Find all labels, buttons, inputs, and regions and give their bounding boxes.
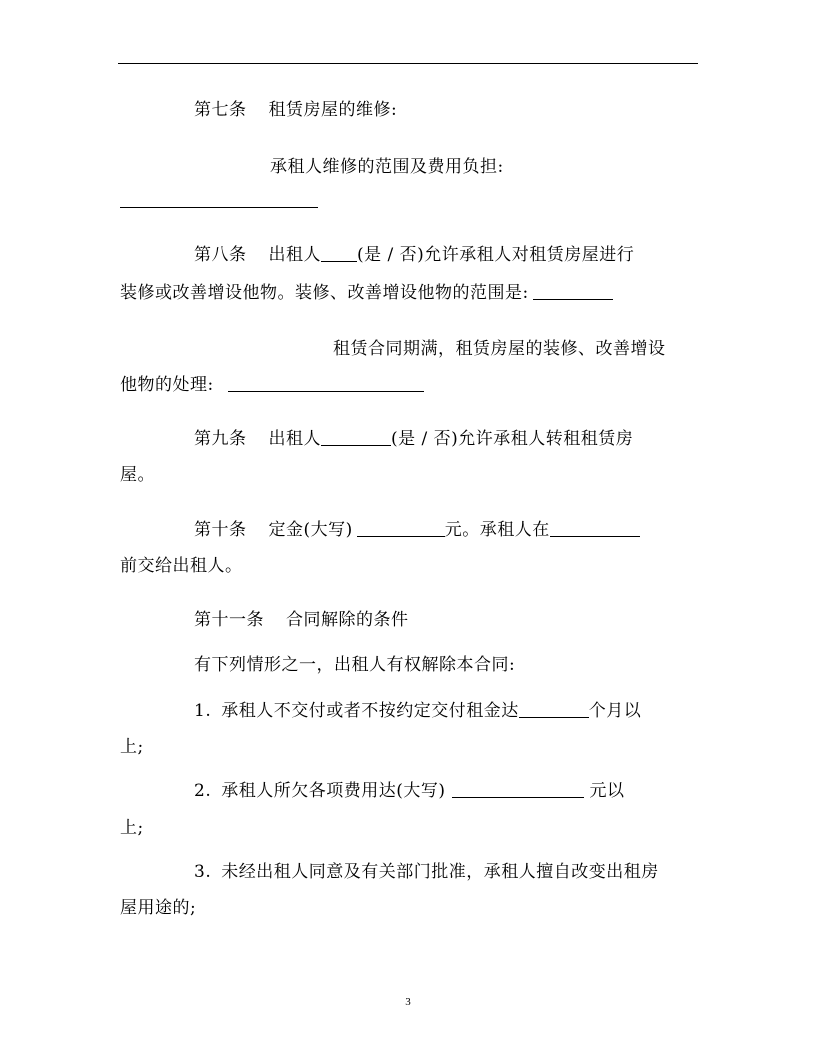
article-11-item-3-line-2: 屋用途的; <box>120 898 197 918</box>
article-9-lessor-label: 出租人 <box>268 429 321 449</box>
article-7-title: 租赁房屋的维修: <box>268 100 398 120</box>
fill-in-blank-rent-months <box>519 700 589 718</box>
article-11-title: 合同解除的条件 <box>286 610 409 630</box>
fill-in-blank-deposit-amount <box>357 519 445 537</box>
article-10-heading: 第十条 <box>194 520 247 540</box>
item-3-text-a: 未经出租人同意及有关部门批准，承租人擅自改变出租房 <box>221 862 659 882</box>
article-11-item-1-line-2: 上; <box>120 737 144 757</box>
item-2-number: 2. <box>194 781 212 801</box>
article-9-line-1 <box>194 428 633 450</box>
article-7-heading: 第七条 <box>194 100 247 120</box>
item-3-number: 3. <box>194 862 212 882</box>
article-8-heading: 第八条 <box>194 245 247 265</box>
article-8-text-4: 他物的处理: <box>120 375 214 395</box>
fill-in-blank-decor-handling <box>228 374 424 392</box>
item-2-text-a: 承租人所欠各项费用达(大写) <box>221 781 446 801</box>
article-7-line-1 <box>194 99 397 121</box>
article-9-text-1: (是 / 否)允许承租人转租租赁房 <box>391 429 634 449</box>
article-8-line-2 <box>120 282 613 304</box>
article-9-heading: 第九条 <box>194 429 247 449</box>
page-number: 3 <box>405 996 411 1008</box>
fill-in-blank-decor-consent <box>321 244 357 262</box>
article-8-line-4 <box>120 374 424 396</box>
header-rule <box>118 63 698 64</box>
article-11-line-1 <box>194 609 409 631</box>
fill-in-blank-repair <box>120 207 318 208</box>
article-10-text-1: 元。承租人在 <box>444 520 550 540</box>
article-8-text-2: 装修或改善增设他物。装修、改善增设他物的范围是: <box>120 283 529 303</box>
article-10-deposit-label: 定金(大写) <box>268 520 353 540</box>
item-1-number: 1. <box>194 701 212 721</box>
article-9-line-2: 屋。 <box>120 465 155 485</box>
article-11-item-1-line-1 <box>194 700 641 722</box>
article-7-line-2: 承租人维修的范围及费用负担: <box>270 157 504 177</box>
fill-in-blank-fees-amount <box>452 780 584 798</box>
article-8-line-3: 租赁合同期满，租赁房屋的装修、改善增设 <box>333 339 666 359</box>
fill-in-blank-decor-scope <box>533 282 613 300</box>
item-1-text-a: 承租人不交付或者不按约定交付租金达 <box>221 701 519 721</box>
article-8-text-1: (是 / 否)允许承租人对租赁房屋进行 <box>357 245 635 265</box>
article-11-item-2-line-1 <box>194 780 625 802</box>
article-11-item-3-line-1 <box>194 861 659 883</box>
item-2-text-b: 元以 <box>589 781 625 801</box>
article-8-lessor-label: 出租人 <box>268 245 321 265</box>
article-8-line-1 <box>194 244 634 266</box>
fill-in-blank-sublet-consent <box>321 428 391 446</box>
item-1-text-b: 个月以 <box>588 701 642 721</box>
fill-in-blank-deposit-date <box>550 519 640 537</box>
article-11-item-2-line-2: 上; <box>120 818 144 838</box>
article-11-heading: 第十一条 <box>194 610 264 630</box>
article-10-line-2: 前交给出租人。 <box>120 556 243 576</box>
article-10-line-1 <box>194 519 640 541</box>
article-11-intro: 有下列情形之一，出租人有权解除本合同: <box>194 655 516 675</box>
